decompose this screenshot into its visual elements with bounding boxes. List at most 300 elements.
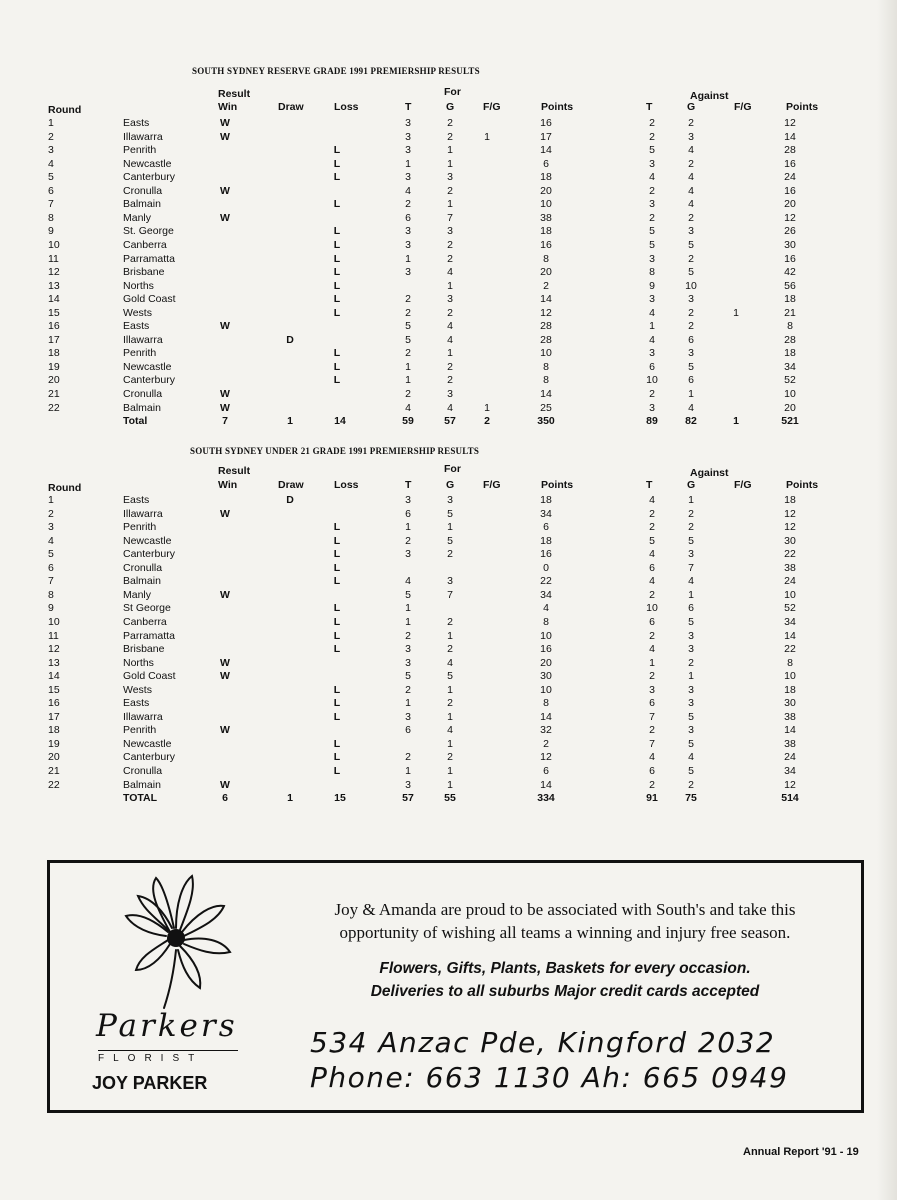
loss-mark: L [333, 561, 341, 574]
for-points: 10 [540, 347, 552, 360]
against-points: 42 [784, 266, 796, 279]
loss-mark: L [333, 360, 341, 373]
opponent-team: Newcastle [123, 737, 172, 750]
for-tries: 1 [405, 252, 411, 265]
loss-mark: L [333, 198, 341, 211]
against-goals: 2 [688, 117, 694, 129]
for-points: 16 [540, 117, 552, 129]
round-number: 19 [48, 360, 60, 373]
for-goals: 2 [447, 306, 453, 319]
against-fg-header: F/G [734, 479, 752, 491]
for-field-goals: 1 [484, 401, 490, 414]
for-points: 14 [540, 710, 552, 723]
advert-services [300, 957, 830, 1003]
against-goals: 7 [688, 561, 694, 574]
against-points: 24 [784, 575, 796, 588]
loss-mark: L [333, 683, 341, 696]
win-header: Win [218, 101, 238, 113]
for-tries: 2 [405, 347, 411, 360]
total-draws: 1 [287, 415, 293, 428]
round-number: 21 [48, 765, 60, 777]
opponent-team: Easts [123, 320, 150, 333]
for-points: 17 [540, 130, 552, 143]
for-points: 20 [540, 656, 552, 669]
for-goals: 3 [447, 388, 453, 400]
loss-mark: L [333, 252, 341, 265]
against-goals: 3 [688, 293, 694, 306]
for-goals: 1 [447, 279, 453, 292]
for-points: 6 [543, 521, 549, 534]
against-points: 21 [784, 306, 796, 319]
loss-header: Loss [334, 101, 359, 113]
for-points: 25 [540, 401, 552, 414]
for-tries: 3 [405, 225, 411, 238]
round-number: 12 [48, 266, 60, 279]
round-number: 21 [48, 388, 60, 400]
loss-mark: L [333, 751, 341, 764]
opponent-team: Brisbane [123, 266, 165, 279]
for-tries: 3 [405, 117, 411, 129]
against-tries: 4 [649, 643, 655, 656]
against-tries: 3 [649, 157, 655, 170]
for-points: 34 [540, 588, 552, 601]
win-mark: W [220, 401, 230, 414]
total-against-tries: 89 [646, 415, 658, 428]
against-tries: 6 [649, 561, 655, 574]
for-tries: 3 [405, 130, 411, 143]
for-fg-header: F/G [483, 479, 501, 491]
for-tries: 1 [405, 602, 411, 615]
florist-brand-name: Parkers [96, 1008, 238, 1044]
against-points: 8 [787, 656, 793, 669]
against-goals: 4 [688, 184, 694, 197]
win-mark: W [220, 656, 230, 669]
for-goals: 4 [447, 724, 453, 737]
opponent-team: Gold Coast [123, 293, 176, 306]
round-number: 22 [48, 401, 60, 414]
against-tries: 4 [649, 333, 655, 346]
round-number: 4 [48, 534, 54, 547]
win-mark: W [220, 211, 230, 224]
table-title: SOUTH SYDNEY RESERVE GRADE 1991 PREMIERSHIP RESULTS [192, 66, 480, 76]
loss-mark: L [333, 347, 341, 360]
against-tries: 3 [649, 401, 655, 414]
for-points: 2 [543, 279, 549, 292]
for-tries: 5 [405, 588, 411, 601]
total-against-goals: 75 [685, 792, 697, 805]
round-header: Round [48, 482, 82, 494]
for-points: 6 [543, 765, 549, 777]
against-tries: 7 [649, 710, 655, 723]
against-tries: 2 [649, 130, 655, 143]
for-goals: 2 [447, 130, 453, 143]
round-number: 14 [48, 670, 60, 683]
for-points: 14 [540, 778, 552, 791]
advert-message-line-1: Joy & Amanda are proud to be associated with South's and take this [334, 900, 796, 919]
opponent-team: Wests [123, 683, 152, 696]
for-tries: 3 [405, 238, 411, 251]
loss-mark: L [333, 225, 341, 238]
win-mark: W [220, 670, 230, 683]
for-tries: 1 [405, 374, 411, 387]
opponent-team: Canberra [123, 615, 167, 628]
against-points: 22 [784, 643, 796, 656]
for-goals: 4 [447, 266, 453, 279]
round-number: 6 [48, 561, 54, 574]
total-draws: 1 [287, 792, 293, 805]
for-tries: 2 [405, 751, 411, 764]
win-mark: W [220, 320, 230, 333]
for-goals: 1 [447, 683, 453, 696]
against-points: 8 [787, 320, 793, 333]
round-number: 16 [48, 697, 60, 710]
for-g-header: G [446, 101, 455, 113]
for-goals: 1 [447, 765, 453, 777]
against-tries: 5 [649, 238, 655, 251]
for-tries: 6 [405, 724, 411, 737]
against-goals: 5 [688, 737, 694, 750]
total-against-goals: 82 [685, 415, 697, 428]
for-g-header: G [446, 479, 455, 491]
against-points: 34 [784, 615, 796, 628]
opponent-team: Manly [123, 211, 152, 224]
opponent-team: Illawarra [123, 130, 163, 143]
against-points: 18 [784, 683, 796, 696]
against-header: Against [690, 467, 729, 479]
for-tries: 3 [405, 656, 411, 669]
against-goals: 2 [688, 507, 694, 520]
round-number: 10 [48, 238, 60, 251]
round-number: 7 [48, 575, 54, 588]
for-tries: 3 [405, 548, 411, 561]
against-goals: 5 [688, 360, 694, 373]
against-tries: 3 [649, 293, 655, 306]
total-losses: 14 [334, 415, 346, 428]
round-header: Round [48, 104, 82, 116]
for-goals: 2 [447, 697, 453, 710]
for-goals: 1 [447, 347, 453, 360]
round-number: 13 [48, 279, 60, 292]
for-goals: 5 [447, 670, 453, 683]
for-goals: 1 [447, 144, 453, 157]
against-goals: 2 [688, 252, 694, 265]
for-points: 14 [540, 144, 552, 157]
for-goals: 2 [447, 643, 453, 656]
opponent-team: Canterbury [123, 548, 175, 561]
against-goals: 2 [688, 521, 694, 534]
total-against-tries: 91 [646, 792, 658, 805]
against-points: 14 [784, 130, 796, 143]
loss-mark: L [333, 615, 341, 628]
loss-mark: L [333, 293, 341, 306]
for-tries: 2 [405, 306, 411, 319]
for-points: 28 [540, 320, 552, 333]
for-goals: 1 [447, 629, 453, 642]
for-goals: 3 [447, 225, 453, 238]
against-points: 14 [784, 724, 796, 737]
loss-mark: L [333, 697, 341, 710]
advert-message [270, 898, 860, 944]
for-goals: 5 [447, 507, 453, 520]
loss-mark: L [333, 279, 341, 292]
opponent-team: Penrith [123, 347, 157, 360]
table-title: SOUTH SYDNEY UNDER 21 GRADE 1991 PREMIERSHIP RESULTS [190, 446, 480, 456]
for-tries: 1 [405, 697, 411, 710]
against-goals: 6 [688, 602, 694, 615]
advert-address: 534 Anzac Pde, Kingford 2032 [310, 1026, 776, 1059]
opponent-team: Manly [123, 588, 152, 601]
against-header: Against [690, 90, 729, 102]
opponent-team: Balmain [123, 575, 161, 588]
opponent-team: Easts [123, 117, 150, 129]
for-goals: 2 [447, 184, 453, 197]
opponent-team: St. George [123, 225, 174, 238]
round-number: 5 [48, 171, 54, 184]
round-number: 2 [48, 507, 54, 520]
opponent-team: Canberra [123, 238, 167, 251]
for-tries: 5 [405, 333, 411, 346]
against-points: 28 [784, 144, 796, 157]
round-number: 9 [48, 225, 54, 238]
against-tries: 10 [646, 602, 658, 615]
opponent-team: Balmain [123, 401, 161, 414]
loss-mark: L [333, 643, 341, 656]
against-tries: 4 [649, 494, 655, 506]
draw-mark: D [286, 494, 294, 506]
for-points: 8 [543, 615, 549, 628]
against-tries: 6 [649, 360, 655, 373]
for-points: 10 [540, 683, 552, 696]
opponent-team: Norths [123, 279, 154, 292]
for-tries: 3 [405, 171, 411, 184]
against-tries: 1 [649, 320, 655, 333]
against-points: 30 [784, 238, 796, 251]
for-points: 6 [543, 157, 549, 170]
against-goals: 5 [688, 266, 694, 279]
against-points: 16 [784, 184, 796, 197]
against-points: 12 [784, 507, 796, 520]
against-g-header: G [687, 479, 696, 491]
for-tries: 1 [405, 615, 411, 628]
opponent-team: Parramatta [123, 629, 175, 642]
daisy-flower-icon [118, 870, 238, 1010]
against-points: 12 [784, 521, 796, 534]
against-points: 34 [784, 360, 796, 373]
opponent-team: Penrith [123, 724, 157, 737]
round-number: 2 [48, 130, 54, 143]
against-points: 12 [784, 211, 796, 224]
result-header: Result [218, 465, 251, 477]
round-number: 12 [48, 643, 60, 656]
opponent-team: Cronulla [123, 184, 163, 197]
win-mark: W [220, 184, 230, 197]
loss-mark: L [333, 521, 341, 534]
for-points: 8 [543, 697, 549, 710]
win-mark: W [220, 130, 230, 143]
for-points: 14 [540, 388, 552, 400]
round-number: 16 [48, 320, 60, 333]
advert-services-line-2: Deliveries to all suburbs Major credit cards accepted [370, 983, 760, 1000]
against-tries: 1 [649, 656, 655, 669]
round-number: 18 [48, 724, 60, 737]
against-tries: 5 [649, 144, 655, 157]
win-mark: W [220, 724, 230, 737]
for-tries: 3 [405, 710, 411, 723]
loss-mark: L [333, 171, 341, 184]
against-points: 38 [784, 710, 796, 723]
against-points: 56 [784, 279, 796, 292]
round-number: 3 [48, 144, 54, 157]
against-goals: 4 [688, 751, 694, 764]
total-for-goals: 55 [444, 792, 456, 805]
for-points: 32 [540, 724, 552, 737]
against-goals: 6 [688, 333, 694, 346]
against-points: 52 [784, 602, 796, 615]
against-tries: 2 [649, 211, 655, 224]
round-number: 6 [48, 184, 54, 197]
for-tries: 1 [405, 157, 411, 170]
win-mark: W [220, 507, 230, 520]
against-tries: 3 [649, 252, 655, 265]
opponent-team: Penrith [123, 521, 157, 534]
round-number: 18 [48, 347, 60, 360]
against-goals: 2 [688, 157, 694, 170]
against-goals: 3 [688, 643, 694, 656]
for-goals: 7 [447, 211, 453, 224]
round-number: 17 [48, 333, 60, 346]
against-points: 10 [784, 670, 796, 683]
total-wins: 6 [222, 792, 228, 805]
loss-mark: L [333, 534, 341, 547]
for-points: 10 [540, 629, 552, 642]
against-tries: 4 [649, 171, 655, 184]
win-mark: W [220, 388, 230, 400]
total-for-tries: 59 [402, 415, 414, 428]
against-points: 38 [784, 737, 796, 750]
against-goals: 3 [688, 225, 694, 238]
for-header: For [444, 463, 461, 475]
opponent-team: Norths [123, 656, 154, 669]
against-tries: 6 [649, 615, 655, 628]
opponent-team: Newcastle [123, 157, 172, 170]
against-goals: 5 [688, 765, 694, 777]
florist-brand-subtitle: FLORIST [98, 1050, 238, 1064]
against-tries: 2 [649, 184, 655, 197]
against-points: 24 [784, 751, 796, 764]
total-losses: 15 [334, 792, 346, 805]
for-goals: 4 [447, 333, 453, 346]
opponent-team: Illawarra [123, 710, 163, 723]
against-goals: 4 [688, 198, 694, 211]
round-number: 20 [48, 751, 60, 764]
against-points: 34 [784, 765, 796, 777]
round-number: 4 [48, 157, 54, 170]
against-points: 10 [784, 388, 796, 400]
for-tries: 1 [405, 521, 411, 534]
against-tries: 2 [649, 778, 655, 791]
opponent-team: Canterbury [123, 171, 175, 184]
for-goals: 4 [447, 656, 453, 669]
for-tries: 2 [405, 534, 411, 547]
against-points: 22 [784, 548, 796, 561]
draw-header: Draw [278, 479, 304, 491]
against-goals: 5 [688, 534, 694, 547]
for-points: 18 [540, 225, 552, 238]
for-goals: 1 [447, 778, 453, 791]
opponent-team: Easts [123, 494, 150, 506]
against-points: 16 [784, 157, 796, 170]
opponent-team: Balmain [123, 198, 161, 211]
loss-mark: L [333, 737, 341, 750]
against-points: 30 [784, 534, 796, 547]
for-tries: 1 [405, 765, 411, 777]
opponent-team: Wests [123, 306, 152, 319]
for-goals: 3 [447, 171, 453, 184]
for-tries: 3 [405, 266, 411, 279]
for-tries: 1 [405, 360, 411, 373]
for-goals: 2 [447, 548, 453, 561]
against-goals: 1 [688, 388, 694, 400]
against-fg-header: F/G [734, 101, 752, 113]
against-field-goals: 1 [733, 306, 739, 319]
opponent-team: Easts [123, 697, 150, 710]
against-goals: 2 [688, 211, 694, 224]
for-goals: 1 [447, 157, 453, 170]
for-header: For [444, 86, 461, 98]
against-tries: 2 [649, 724, 655, 737]
for-tries: 3 [405, 643, 411, 656]
for-points: 8 [543, 360, 549, 373]
for-points: 28 [540, 333, 552, 346]
for-goals: 1 [447, 521, 453, 534]
for-goals: 3 [447, 494, 453, 506]
result-header: Result [218, 88, 251, 100]
for-tries: 4 [405, 184, 411, 197]
page-edge [877, 0, 897, 1200]
for-points: 12 [540, 751, 552, 764]
round-number: 11 [48, 252, 59, 265]
against-goals: 3 [688, 347, 694, 360]
for-points: 14 [540, 293, 552, 306]
total-label: TOTAL [123, 792, 158, 805]
for-goals: 2 [447, 117, 453, 129]
against-goals: 5 [688, 710, 694, 723]
for-tries: 5 [405, 320, 411, 333]
for-points-header: Points [541, 101, 574, 113]
round-number: 5 [48, 548, 54, 561]
loss-mark: L [333, 765, 341, 777]
against-g-header: G [687, 101, 696, 113]
advert-message-line-2: opportunity of wishing all teams a winning and injury free season. [339, 923, 791, 942]
for-t-header: T [405, 479, 412, 491]
against-goals: 3 [688, 629, 694, 642]
for-goals: 2 [447, 252, 453, 265]
round-number: 19 [48, 737, 60, 750]
round-number: 3 [48, 521, 54, 534]
loss-mark: L [333, 629, 341, 642]
against-goals: 1 [688, 494, 694, 506]
for-points: 22 [540, 575, 552, 588]
for-fg-header: F/G [483, 101, 501, 113]
against-goals: 5 [688, 238, 694, 251]
for-tries: 6 [405, 507, 411, 520]
against-tries: 2 [649, 388, 655, 400]
round-number: 11 [48, 629, 59, 642]
opponent-team: St George [123, 602, 171, 615]
loss-mark: L [333, 602, 341, 615]
draw-mark: D [286, 333, 294, 346]
for-tries: 4 [405, 401, 411, 414]
